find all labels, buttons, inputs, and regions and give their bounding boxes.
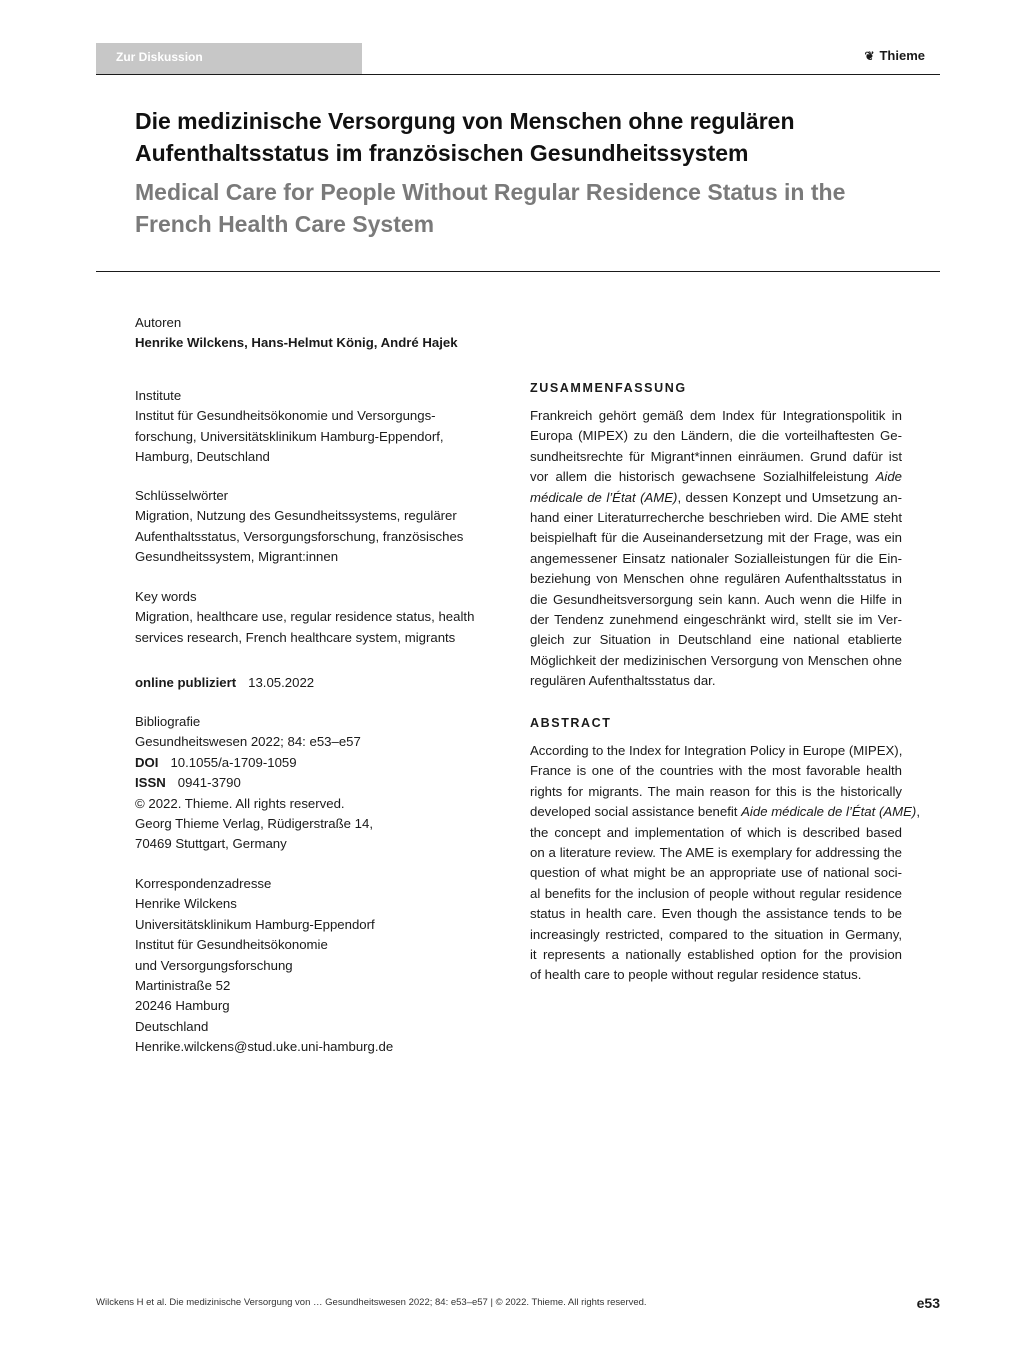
correspondence-line: Henrike Wilckens [135,896,237,912]
institutes-line: Institut für Gesundheitsökonomie und Versorgungs- [135,408,436,424]
keywords-de-line: Migration, Nutzung des Gesundheitssystems, regulärer [135,508,457,524]
published-date: 13.05.2022 [248,675,315,690]
correspondence-line: Institut für Gesundheitsökonomie [135,937,328,953]
abstract-text-line: of health care to people without regular residence status. [530,967,862,983]
institutes-line: Hamburg, Deutschland [135,449,270,465]
abstract-text-line: sundheitsrechte für Migrant*innen einräumen. Grund dafür ist [530,448,902,464]
issn-value: 0941-3790 [177,775,241,791]
keywords-en-heading: Key words [135,589,197,604]
institutes-heading: Institute [135,388,182,403]
publisher-name: Thieme [879,48,925,63]
bibliography-rights: © 2022. Thieme. All rights reserved. [135,795,345,811]
published-block [135,673,505,693]
abstract-text-line: hand einer Literaturrecherche beschrieben wird. Die AME steht [530,510,902,526]
bibliography-block [135,712,505,855]
correspondence-line: und Versorgungsforschung [135,957,293,973]
abstract-heading: ABSTRACT [530,716,612,730]
abstract-text-line: beispielhaft für die Auseinandersetzung mit der Frage, was ein [530,530,902,546]
abstract-text-line: die Gesundheitsversorgung sein kann. Auch wenn die Hilfe in [530,591,902,607]
header-rule [96,74,940,75]
abstract-text-line: regulären Aufenthaltsstatus dar. [530,673,716,689]
abstract-text-line: increasingly restricted, compared to the situation in Germany, [530,926,902,942]
abstract-text-line: rights for migrants. The main reason for this is the historically [530,783,902,799]
correspondence-heading: Korrespondenzadresse [135,876,272,891]
abstract-text-line: angemessener Einsatz nationaler Sozialleistungen für die Ein- [530,550,902,566]
abstract-text-line: France is one of the countries with the most favorable health [530,763,902,779]
abstract-text-line: question of what might be an appropriate use of national soci- [530,865,902,881]
title-english [135,176,925,240]
abstract-text-line: al benefits for the inclusion of people without regular residence [530,885,902,901]
abstract-body [530,741,920,986]
bibliography-publisher-line: 70469 Stuttgart, Germany [135,836,287,852]
bibliography-citation: Gesundheitswesen 2022; 84: e53–e57 [135,734,361,750]
bibliography-publisher-line: Georg Thieme Verlag, Rüdigerstraße 14, [135,816,373,832]
title-english-line: Medical Care for People Without Regular Residence Status in the [135,179,846,205]
keywords-en-block [135,587,505,648]
correspondence-line: Deutschland [135,1018,209,1034]
abstract-text-line: vor allem die historisch gewachsene Sozialhilfeleistung Aide [530,469,902,485]
thieme-crest-icon: ❦ [864,49,875,63]
published-label: online publiziert [135,675,237,690]
publisher-logo [864,48,925,63]
authors-heading: Autoren [135,315,182,330]
authors-names: Henrike Wilckens, Hans-Helmut König, André Hajek [135,335,458,351]
title-rule [96,271,940,272]
title-german-line: Aufenthaltsstatus im französischen Gesundheitssystem [135,140,749,166]
zusammenfassung-heading: ZUSAMMENFASSUNG [530,381,687,395]
correspondence-line: Universitätsklinikum Hamburg-Eppendorf [135,916,375,932]
title-english-line: French Health Care System [135,211,435,237]
authors-block [135,313,505,354]
bibliography-heading: Bibliografie [135,714,201,729]
abstract-text-line: the concept and implementation of which is described based [530,824,902,840]
keywords-en-line: services research, French healthcare system, migrants [135,629,456,645]
keywords-de-line: Gesundheitssystem, Migrant:innen [135,549,339,565]
keywords-de-heading: Schlüsselwörter [135,488,229,503]
page-number: e53 [916,1295,940,1311]
abstract-text-line: beziehung von Menschen ohne regulären Aufenthaltsstatus in [530,571,902,587]
title-german-line: Die medizinische Versorgung von Menschen ohne regulären [135,108,795,134]
zusammenfassung-section [530,381,902,692]
abstract-text-line: status in health care. Even though the assistance tends to be [530,906,902,922]
keywords-de-block [135,486,505,568]
correspondence-line: Martinistraße 52 [135,978,231,994]
doi-label: DOI [135,754,159,770]
abstract-text-line: on a literature review. The AME is exemplary for addressing the [530,845,902,861]
abstract-text-line: developed social assistance benefit Aide médicale de l’État (AME), [530,804,920,820]
abstract-text-line: According to the Index for Integration Policy in Europe (MIPEX), [530,743,903,758]
section-label: Zur Diskussion [96,43,362,74]
abstract-text-line: der Tendenz zunehmend eingeschränkt wird, stellt sie im Ver- [530,612,902,628]
correspondence-email[interactable]: Henrike.wilckens@stud.uke.uni-hamburg.de [135,1039,394,1055]
title-german [135,105,915,169]
footer-citation: Wilckens H et al. Die medizinische Versorgung von … Gesundheitswesen 2022; 84: e53–e57 | © 2022. Thieme. All rights reserved. [96,1297,647,1308]
keywords-en-line: Migration, healthcare use, regular residence status, health [135,609,475,625]
issn-label: ISSN [135,775,166,791]
correspondence-block [135,874,505,1058]
institutes-block [135,386,505,468]
abstract-section [530,716,920,986]
doi-value[interactable]: 10.1055/a-1709-1059 [170,754,297,770]
zusammenfassung-body [530,406,902,692]
abstract-text-line: Europa (MIPEX) zu den Ländern, die die vorteilhaftesten Ge- [530,428,902,444]
abstract-text-line: it represents a nationally established option for the provision [530,947,902,963]
abstract-text-line: médicale de l’État (AME), dessen Konzept und Umsetzung an- [530,489,902,505]
correspondence-line: 20246 Hamburg [135,998,230,1014]
abstract-text-line: gleich zur Situation in Deutschland eine national etablierte [530,632,902,648]
abstract-text-line: Frankreich gehört gemäß dem Index für Integrationspolitik in [530,408,902,423]
abstract-text-line: Möglichkeit der medizinischen Versorgung von Menschen ohne [530,652,902,668]
keywords-de-line: Aufenthaltsstatus, Versorgungsforschung, französisches [135,528,464,544]
institutes-line: forschung, Universitätsklinikum Hamburg-Eppendorf, [135,428,444,444]
